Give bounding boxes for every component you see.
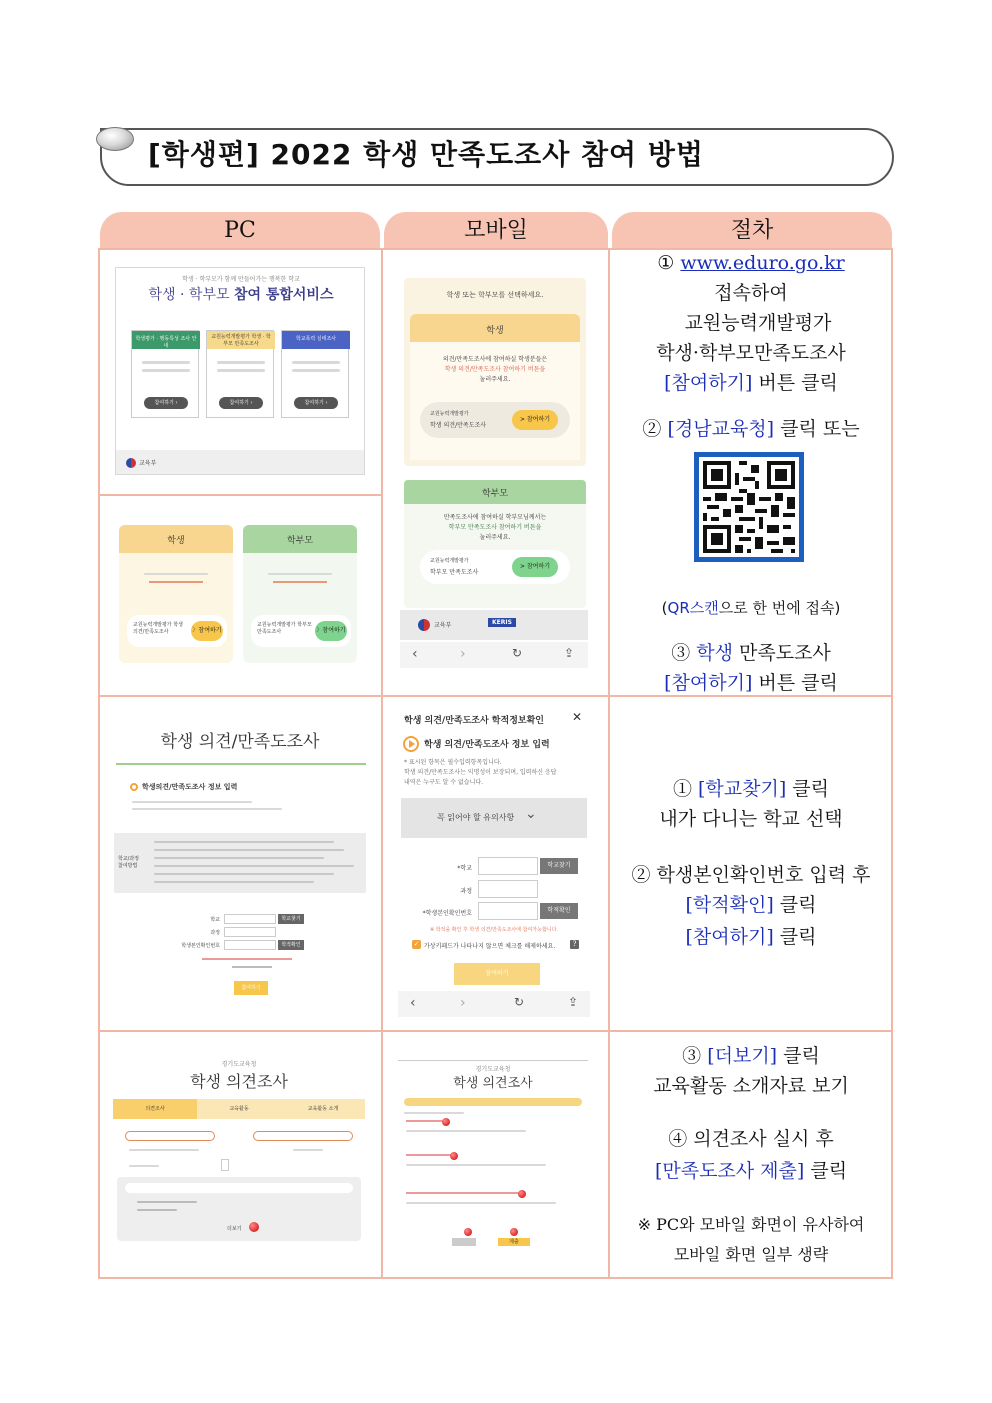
pc4-more-button[interactable]: 더보기 (227, 1226, 242, 1232)
proc1-gyeongnam: [경남교육청] (667, 418, 775, 440)
pc1-card-2-line (217, 361, 265, 364)
mob1-browser-bar (400, 642, 588, 668)
proc1-line6 (612, 414, 890, 444)
pc3-section-icon (130, 783, 138, 791)
proc1-line2: 접속하여 (714, 282, 788, 304)
proc3-line4-tail: 클릭 (804, 1160, 848, 1182)
pc1-card-1 (131, 330, 199, 418)
mob1-parent-desc2: 학부모 만족도조사 참여하기 버튼을 (448, 524, 542, 531)
header-mobile: 모바일 (384, 212, 608, 250)
proc2-line1-tail: 클릭 (786, 778, 830, 800)
pc4-tab-2[interactable]: 교육활동 (229, 1106, 249, 1112)
red-marker-icon (510, 1228, 518, 1236)
pc1-card-3-button[interactable]: 참여하기 › (294, 397, 338, 409)
grid-row3 (98, 1030, 893, 1032)
red-marker-icon (442, 1118, 450, 1126)
mob3-q3 (406, 1192, 522, 1194)
mob1-student-desc1: 의견/만족도조사에 참여하실 학생분들은 (442, 356, 548, 363)
pc2-student-button[interactable]: 〉참여하기 (191, 621, 223, 641)
pc3-info-line2 (154, 849, 344, 851)
pc4-tab-1[interactable]: 의견조사 (145, 1106, 165, 1112)
pc2-student-small: 교원능력개발평가 학생 의견/만족도조사 (133, 622, 183, 635)
pc3-note-line2 (132, 808, 282, 810)
proc1-line5 (612, 368, 890, 398)
proc2-find-school: [학교찾기] (698, 778, 787, 800)
pc1-heading-b: 참여 통합서비스 (233, 287, 334, 303)
chevron-down-icon[interactable]: ⌄ (525, 806, 537, 822)
red-marker-icon (464, 1228, 472, 1236)
pc4-activity-head (125, 1183, 353, 1193)
proc2-line3: ② 학생본인확인번호 입력 후 (631, 864, 871, 886)
back-arrow-icon[interactable]: ‹ (412, 646, 418, 662)
mob3-topline (398, 1060, 588, 1061)
pc4-activity-line1 (137, 1201, 197, 1203)
mob1-student-small2: 학생 의견/만족도조사 (430, 422, 487, 429)
pc1-card-2 (206, 330, 274, 418)
pc3-heading: 학생 의견/만족도조사 (160, 732, 320, 752)
mob1-parent-card (404, 480, 586, 608)
mob1-parent-button[interactable]: > 참여하기 (512, 557, 558, 577)
pc3-check-line (232, 966, 272, 968)
grid-col1 (381, 248, 383, 1278)
mob3-q2 (406, 1154, 454, 1156)
pc1-card-3-line (292, 361, 340, 364)
pc4-tab-3[interactable]: 교육활동 소개 (307, 1106, 339, 1112)
pc1-card-3-line2 (292, 369, 340, 372)
forward-arrow-icon[interactable]: › (460, 995, 466, 1011)
mob1-footer-logo1: 교육부 (434, 622, 452, 629)
pc3-id-input[interactable] (224, 940, 276, 950)
red-marker-icon (518, 1190, 526, 1198)
qr-note-open: ( (661, 599, 668, 617)
mob1-parent-desc1: 만족도조사에 참여하실 학부모님께서는 (443, 514, 547, 521)
pc1-card-3 (281, 330, 349, 418)
pc3-side-label: 학교/과정 참여방법 (118, 856, 140, 869)
taegeuk-icon (126, 458, 136, 468)
back-arrow-icon[interactable]: ‹ (410, 995, 416, 1011)
pc3-note-line1 (132, 801, 252, 803)
mob3-heading: 학생 의견조사 (453, 1076, 533, 1091)
mob2-accordion[interactable] (401, 798, 587, 838)
mob2-course-input[interactable] (478, 880, 538, 898)
pc4-line3 (129, 1165, 159, 1167)
pc2-parent-button[interactable]: 〉참여하기 (315, 621, 347, 641)
pc-screenshot-survey (113, 1055, 365, 1245)
mob1-student-desc3: 눌러주세요. (479, 376, 511, 383)
pc1-card-1-line2 (142, 369, 190, 372)
pc2-parent-small: 교원능력개발평가 학부모 만족도조사 (257, 622, 312, 635)
pc3-school-label: 학교 (210, 917, 220, 923)
pc2-student-card (119, 525, 233, 663)
proc1-participate-2: [참여하기] (664, 672, 753, 694)
mob3-org: 경기도교육청 (475, 1066, 511, 1073)
pc1-card-1-button[interactable]: 참여하기 › (144, 397, 188, 409)
pc1-card-1-line (142, 361, 190, 364)
proc2-line2: 내가 다니는 학교 선택 (659, 808, 843, 830)
qr-note-scan: QR스캔 (667, 599, 719, 617)
mob3-line3 (406, 1164, 546, 1166)
eduro-link[interactable]: www.eduro.go.kr (680, 252, 845, 274)
grid-left (98, 248, 100, 1278)
mob2-id-input[interactable] (478, 902, 538, 920)
mobile-screenshot-survey (398, 1058, 588, 1248)
grid-bottom (98, 1277, 893, 1279)
proc3-note2: 모바일 화면 일부 생략 (673, 1245, 829, 1264)
proc2-participate: [참여하기] (685, 926, 774, 948)
mob2-verify-button[interactable]: 학적확인 (540, 903, 578, 919)
proc1-line4: 학생·학부모만족도조사 (656, 342, 846, 364)
proc1-participate-1: [참여하기] (664, 372, 753, 394)
mobile-screenshot-student-info (398, 705, 590, 1017)
mob1-student-desc2: 학생 의견/만족도조사 참여하기 버튼을 (444, 366, 546, 373)
pc4-org: 경기도교육청 (221, 1061, 257, 1068)
bullet-orb-icon (96, 127, 134, 151)
mob1-student-card (404, 278, 586, 466)
proc1-line7 (612, 638, 890, 668)
mob1-student-head: 학생 (486, 326, 504, 336)
share-icon[interactable]: ⇪ (564, 646, 575, 660)
proc1-qr-note (612, 593, 890, 623)
proc2-line1 (612, 774, 890, 804)
mob3-q1 (406, 1120, 446, 1122)
proc1-line7-tail: 만족도조사 (732, 642, 831, 664)
proc1-student: 학생 (696, 642, 733, 664)
pc2-student-line (144, 573, 208, 575)
mob2-school-input[interactable] (478, 857, 538, 875)
pc3-school-input[interactable] (224, 914, 276, 924)
pc4-pill-left (125, 1131, 215, 1141)
refresh-icon[interactable]: ↻ (512, 646, 523, 660)
pc1-card-1-label: 학생평가 · 행동특성 조사 안내 (135, 336, 197, 349)
proc2-line4 (612, 890, 890, 920)
mob3-line1 (404, 1112, 464, 1114)
mob1-footer (400, 610, 588, 640)
proc1-num3: ③ (671, 642, 697, 664)
mob1-prompt: 학생 또는 학부모를 선택하세요. (446, 291, 544, 299)
proc2-num1: ① (672, 778, 699, 800)
proc2-line5-tail: 클릭 (773, 926, 817, 948)
proc1-line8-tail: 버튼 클릭 (752, 672, 838, 694)
pc4-line2 (293, 1149, 323, 1151)
mob2-school-search-button[interactable]: 학교찾기 (540, 858, 578, 874)
mob3-line4 (406, 1202, 556, 1204)
pc3-school-search-button[interactable]: 학교찾기 (278, 914, 304, 924)
mob1-student-small1: 교원능력개발평가 (430, 411, 469, 417)
close-icon[interactable]: ✕ (572, 710, 583, 724)
pc4-pill-right (253, 1131, 353, 1141)
red-marker-icon (249, 1222, 259, 1232)
grid-pc-split (98, 494, 383, 496)
proc3-line1-tail: 클릭 (777, 1045, 820, 1067)
mob3-prev-button[interactable] (452, 1238, 476, 1246)
mob2-checkbox[interactable]: ✓ (413, 940, 420, 948)
pc3-info-line1 (154, 841, 334, 843)
mob1-parent-head: 학부모 (481, 489, 509, 499)
mob1-parent-desc3: 눌러주세요. (479, 534, 511, 541)
proc1-num1: ① (657, 252, 675, 274)
proc3-more: [더보기] (707, 1045, 778, 1067)
mob2-id-label: *학생본인확인번호 (422, 910, 472, 917)
qr-note-tail: 으로 한 번에 접속) (718, 599, 841, 617)
pc2-parent-line2 (273, 581, 327, 583)
pc1-subtitle: 학생 · 학부모가 함께 만들어가는 행복한 학교 (182, 276, 300, 283)
pc4-heading: 학생 의견조사 (190, 1072, 288, 1091)
mob2-submit-button[interactable]: 참여하기 (454, 963, 540, 985)
mob3-line2 (406, 1130, 526, 1132)
page-title: [학생편] 2022 학생 만족도조사 참여 방법 (148, 138, 704, 171)
header-procedure: 절차 (612, 212, 892, 250)
pc3-verify-button[interactable]: 학적확인 (278, 940, 304, 950)
mob1-parent-small2: 학부모 만족도조사 (430, 569, 479, 576)
pc2-student-box (127, 615, 227, 647)
proc3-line4 (612, 1156, 890, 1186)
grid-right (891, 248, 893, 1278)
mob2-note2: 학생 의견/만족도조사는 익명성이 보장되며, 입력하신 응답 (404, 769, 557, 776)
pc4-small-box (221, 1159, 229, 1171)
proc2-verify: [학적확인] (685, 894, 774, 916)
proc3-num3: ③ (682, 1045, 708, 1067)
pc1-card-3-label: 학교폭력 실태조사 (295, 336, 337, 342)
proc3-line2: 교육활동 소개자료 보기 (653, 1075, 849, 1097)
pc3-info-line4 (154, 865, 354, 867)
pc-screenshot-select (115, 520, 360, 665)
mob2-note3: 내역은 누구도 알 수 없습니다. (404, 779, 484, 786)
pc3-id-label: 학생본인확인번호 (181, 943, 220, 949)
pc2-parent-line (268, 573, 332, 575)
pc1-heading-a: 학생 · 학부모 (148, 287, 234, 303)
pc1-card-2-button[interactable]: 참여하기 › (219, 397, 263, 409)
share-icon[interactable]: ⇪ (568, 995, 579, 1009)
mob2-note1: * 표시된 항목은 필수입력항목입니다. (404, 759, 502, 766)
proc1-line6-tail: 클릭 또는 (774, 418, 860, 440)
proc3-submit: [만족도조사 제출] (654, 1160, 805, 1182)
pc2-parent-head: 학부모 (286, 536, 314, 546)
pc1-footer-logo: 교육부 (139, 460, 157, 467)
forward-arrow-icon[interactable]: › (460, 646, 466, 662)
pc4-activity-line2 (137, 1209, 177, 1211)
mob1-footer-logo2: KERIS (488, 618, 516, 627)
pc3-info-line5 (154, 873, 334, 875)
play-triangle-icon (409, 740, 415, 748)
pc2-student-line2 (149, 581, 203, 583)
proc1-line1 (612, 248, 890, 278)
pc3-warn-line (202, 958, 292, 960)
pc4-activity-box (117, 1177, 361, 1241)
proc1-line5-tail: 버튼 클릭 (752, 372, 838, 394)
proc3-line1 (612, 1041, 890, 1071)
refresh-icon[interactable]: ↻ (514, 995, 525, 1009)
red-marker-icon (450, 1152, 458, 1160)
grid-col2 (608, 248, 610, 1278)
mob2-accordion-label: 꼭 읽어야 할 유의사항 (437, 813, 515, 822)
mob3-submit-button[interactable]: 제출 (498, 1238, 530, 1246)
pc3-submit-button[interactable]: 참여하기 (234, 981, 268, 995)
mobile-screenshot-select (400, 278, 588, 668)
taegeuk-icon (418, 619, 430, 631)
pc3-course-input[interactable] (224, 927, 276, 937)
pc3-section: 학생의견/만족도조사 정보 입력 (142, 783, 238, 791)
qr-code-icon[interactable] (694, 452, 804, 562)
pc1-card-2-label: 교원능력개발평가 학생 · 학부모 만족도조사 (211, 334, 271, 347)
mob2-warning: ※ 학적을 확인 후 학생 의견/만족도조사에 참여가능합니다. (429, 927, 559, 933)
mob2-school-label: *학교 (457, 865, 472, 872)
mob2-browser-bar (398, 991, 590, 1017)
pc4-tabbar (113, 1099, 365, 1119)
proc1-line8 (612, 668, 890, 698)
pc2-student-head: 학생 (167, 536, 185, 546)
pc3-info-box (114, 833, 366, 893)
proc3-note1: ※ PC와 모바일 화면이 유사하여 (637, 1215, 865, 1234)
pc1-footer (116, 450, 365, 475)
pc1-heading (116, 284, 365, 304)
mob2-check-label: 가상키패드가 나타나지 않으면 체크를 해제하세요. (424, 943, 556, 950)
proc3-line3: ④ 의견조사 실시 후 (668, 1128, 834, 1150)
header-pc: PC (100, 212, 380, 250)
pc4-line1 (129, 1149, 199, 1151)
mob1-student-button[interactable]: > 참여하기 (512, 410, 558, 430)
mob3-bar (404, 1098, 582, 1106)
mob2-top-title: 학생 의견/만족도조사 학적정보확인 (404, 716, 544, 726)
mob2-course-label: 과정 (460, 888, 472, 895)
pc1-card-2-line2 (217, 369, 265, 372)
pc3-info-line6 (154, 881, 314, 883)
pc2-parent-box (251, 615, 351, 647)
pc-screenshot-eduro-main (115, 267, 365, 475)
pc3-divider (116, 763, 366, 765)
pc2-parent-card (243, 525, 357, 663)
pc3-course-label: 과정 (210, 930, 220, 936)
pc-screenshot-student-info (112, 715, 368, 1000)
proc2-line4-tail: 클릭 (773, 894, 817, 916)
proc1-num2: ② (642, 418, 668, 440)
proc2-line5 (612, 922, 890, 952)
mob1-parent-small1: 교원능력개발평가 (430, 558, 469, 564)
mob2-heading: 학생 의견/만족도조사 정보 입력 (424, 740, 550, 750)
pc3-info-line3 (154, 857, 324, 859)
help-icon[interactable]: ? (570, 940, 579, 949)
proc1-line3: 교원능력개발평가 (684, 312, 832, 334)
